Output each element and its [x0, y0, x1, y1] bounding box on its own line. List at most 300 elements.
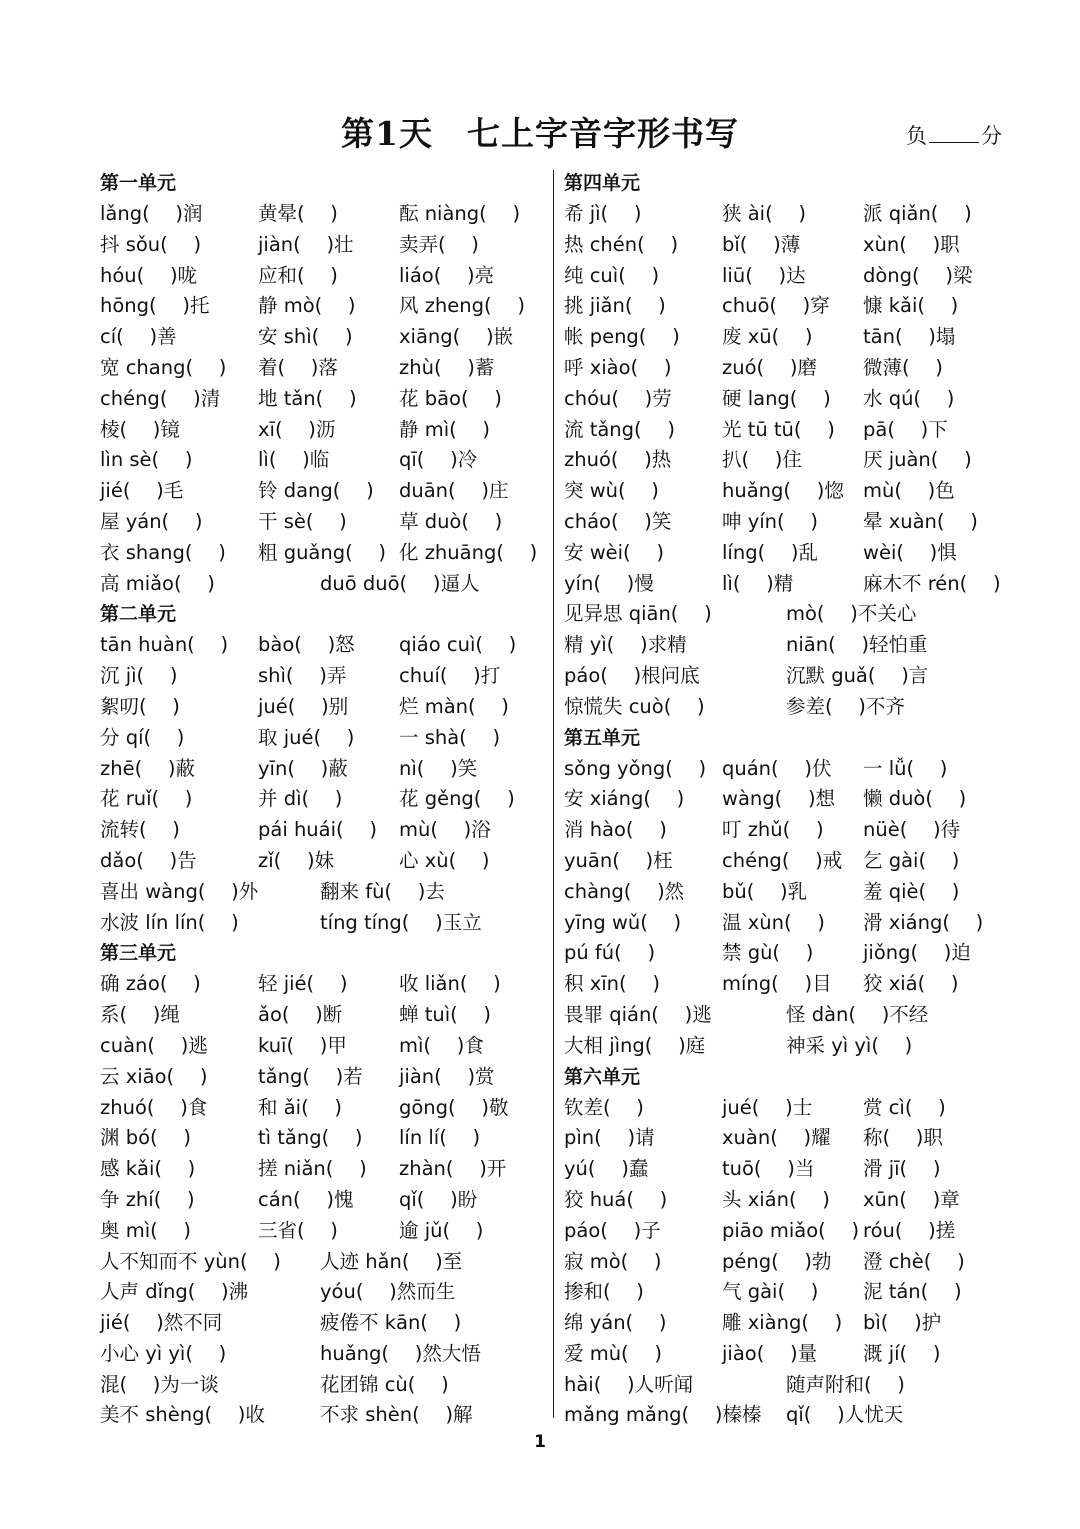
- exercise-item[interactable]: mì( )食: [399, 1033, 484, 1057]
- exercise-item[interactable]: 微薄( ): [863, 355, 943, 379]
- exercise-item[interactable]: 和 ǎi( ): [258, 1095, 342, 1119]
- exercise-item[interactable]: xūn( )章: [863, 1187, 960, 1211]
- exercise-item[interactable]: 系( )绳: [100, 1003, 180, 1027]
- exercise-item[interactable]: 高 miǎo( ): [100, 571, 215, 595]
- exercise-item[interactable]: 怪 dàn( )不经: [786, 1002, 929, 1026]
- exercise-item[interactable]: jiào( )量: [722, 1341, 818, 1365]
- exercise-row: [564, 908, 994, 939]
- exercise-row: [564, 291, 994, 322]
- exercise-item[interactable]: 粗 guǎng( ): [258, 540, 387, 564]
- exercise-item[interactable]: 人不知而不 yùn( ): [100, 1249, 281, 1273]
- exercise-item[interactable]: 钦差( ): [564, 1095, 644, 1119]
- exercise-row: [564, 199, 994, 230]
- exercise-row: [100, 1339, 545, 1370]
- exercise-row: [100, 1154, 545, 1185]
- exercise-item[interactable]: 爱 mù( ): [564, 1341, 662, 1365]
- exercise-row: [564, 1093, 994, 1124]
- exercise-item[interactable]: 狭 ài( ): [722, 202, 806, 225]
- exercise-item[interactable]: jiǒng( )迫: [863, 941, 971, 965]
- exercise-item[interactable]: tān huàn( ): [100, 633, 229, 657]
- exercise-item[interactable]: 头 xián( ): [722, 1187, 830, 1211]
- exercise-item[interactable]: 花 gěng( ): [399, 787, 515, 811]
- score-field: [906, 120, 1002, 150]
- exercise-item[interactable]: 衣 shang( ): [100, 540, 226, 564]
- exercise-item[interactable]: 畏罪 qián( )逃: [564, 1002, 712, 1026]
- exercise-item[interactable]: zhuó( )热: [564, 448, 672, 472]
- exercise-item[interactable]: zhē( )蔽: [100, 756, 196, 780]
- exercise-item[interactable]: jiàn( )壮: [258, 232, 354, 256]
- exercise-row: [564, 261, 994, 292]
- exercise-item[interactable]: xuàn( )耀: [722, 1126, 831, 1150]
- exercise-item[interactable]: bì( )护: [863, 1311, 942, 1335]
- exercise-item[interactable]: 三省( ): [258, 1218, 338, 1242]
- exercise-row: [564, 322, 994, 353]
- exercise-item[interactable]: niān( )轻怕重: [786, 633, 928, 657]
- exercise-row: [100, 1093, 545, 1124]
- exercise-item[interactable]: 流转( ): [100, 818, 180, 842]
- exercise-item[interactable]: 绵 yán( ): [564, 1311, 667, 1335]
- exercise-item[interactable]: 羞 qiè( ): [863, 879, 960, 903]
- exercise-item[interactable]: liū( )达: [722, 263, 806, 287]
- exercise-item[interactable]: tǎng( )若: [258, 1064, 363, 1088]
- exercise-item[interactable]: zhù( )蓄: [399, 355, 495, 379]
- exercise-row: [564, 445, 994, 476]
- exercise-item[interactable]: cuàn( )逃: [100, 1033, 208, 1057]
- exercise-row: [100, 1185, 545, 1216]
- exercise-item[interactable]: lín lí( ): [399, 1126, 481, 1150]
- exercise-item[interactable]: nì( )笑: [399, 756, 478, 780]
- exercise-item[interactable]: duō duō( )逼人: [320, 571, 480, 595]
- exercise-item[interactable]: 混( )为一谈: [100, 1372, 219, 1396]
- exercise-item[interactable]: 风 zheng( ): [399, 294, 525, 318]
- exercise-item[interactable]: zuó( )磨: [722, 355, 817, 379]
- exercise-item[interactable]: shì( )弄: [258, 664, 347, 688]
- exercise-item[interactable]: 安 shì( ): [258, 325, 353, 349]
- score-suffix: 分: [981, 124, 1002, 148]
- exercise-item[interactable]: 沉默 guǎ( )言: [786, 663, 929, 687]
- exercise-item[interactable]: yín( )慢: [564, 571, 654, 595]
- unit-heading: 第三单元: [100, 942, 177, 965]
- exercise-item[interactable]: hóu( )咙: [100, 263, 198, 287]
- exercise-item[interactable]: 见异思 qiān( ): [564, 602, 712, 626]
- exercise-item[interactable]: yóu( )然而生: [320, 1280, 456, 1304]
- exercise-item[interactable]: 突 wù( ): [564, 479, 659, 503]
- exercise-item[interactable]: 收 liǎn( ): [399, 972, 501, 996]
- column-divider: [553, 170, 554, 1418]
- exercise-item[interactable]: 惊慌失 cuò( ): [564, 694, 705, 718]
- exercise-item[interactable]: 静 mì( ): [399, 417, 491, 441]
- exercise-item[interactable]: 卖弄( ): [399, 232, 479, 256]
- exercise-row: [564, 1185, 994, 1216]
- exercise-item[interactable]: yīng wǔ( ): [564, 910, 682, 934]
- exercise-item[interactable]: 精 yì( )求精: [564, 633, 687, 657]
- unit-heading: 第六单元: [564, 1065, 641, 1088]
- exercise-row: [100, 569, 545, 600]
- exercise-item[interactable]: 呼 xiào( ): [564, 355, 672, 379]
- exercise-row: [564, 1216, 994, 1247]
- exercise-item[interactable]: 宽 chang( ): [100, 355, 227, 379]
- exercise-item[interactable]: chuō( )穿: [722, 294, 830, 318]
- exercise-row: [564, 569, 1001, 600]
- exercise-item[interactable]: 流 tǎng( ): [564, 417, 675, 441]
- exercise-item[interactable]: róu( )搓: [863, 1218, 956, 1242]
- exercise-item[interactable]: qǐ( )人忧天: [786, 1403, 904, 1427]
- exercise-item[interactable]: 寂 mò( ): [564, 1249, 662, 1273]
- exercise-item[interactable]: 安 xiáng( ): [564, 787, 685, 811]
- exercise-row: [564, 599, 994, 630]
- exercise-item[interactable]: 光 tū tū( ): [722, 417, 835, 441]
- exercise-item[interactable]: wàng( )想: [722, 787, 836, 811]
- exercise-item[interactable]: 扒( )住: [722, 448, 802, 472]
- exercise-item[interactable]: xiāng( )嵌: [399, 325, 514, 349]
- exercise-row: [100, 815, 545, 846]
- exercise-item[interactable]: 称( )职: [863, 1126, 943, 1150]
- exercise-item[interactable]: 取 jué( ): [258, 725, 355, 749]
- exercise-item[interactable]: liáo( )亮: [399, 263, 495, 287]
- exercise-item[interactable]: xùn( )职: [863, 232, 960, 256]
- exercise-row: [100, 384, 545, 415]
- exercise-item[interactable]: hài( )人听闻: [564, 1372, 694, 1396]
- exercise-item[interactable]: 温 xùn( ): [722, 910, 825, 934]
- exercise-item[interactable]: 消 hào( ): [564, 818, 667, 842]
- exercise-row: [564, 630, 994, 661]
- exercise-item[interactable]: 禁 gù( ): [722, 941, 814, 965]
- exercise-item[interactable]: 人声 dǐng( )沸: [100, 1280, 249, 1304]
- page-number: 1: [534, 1432, 546, 1452]
- exercise-item[interactable]: 地 tǎn( ): [258, 386, 357, 410]
- exercise-item[interactable]: 滑 xiáng( ): [863, 910, 984, 934]
- exercise-item[interactable]: pú fú( ): [564, 941, 656, 965]
- exercise-row: [564, 230, 994, 261]
- exercise-item[interactable]: 花团锦 cù( ): [320, 1372, 449, 1396]
- exercise-item[interactable]: 人迹 hǎn( )至: [320, 1249, 463, 1273]
- exercise-item[interactable]: 叮 zhǔ( ): [722, 818, 824, 842]
- exercise-item[interactable]: 絮叨( ): [100, 694, 180, 718]
- exercise-item[interactable]: páo( )根问底: [564, 663, 700, 687]
- exercise-item[interactable]: kuī( )甲: [258, 1033, 347, 1057]
- exercise-item[interactable]: tuō( )当: [722, 1157, 815, 1181]
- exercise-item[interactable]: duān( )庄: [399, 479, 509, 503]
- exercise-row: [100, 261, 545, 292]
- exercise-item[interactable]: 云 xiāo( ): [100, 1064, 208, 1088]
- exercise-row: [100, 661, 545, 692]
- exercise-item[interactable]: zǐ( )妹: [258, 848, 335, 872]
- exercise-row: [100, 630, 545, 661]
- exercise-row: [100, 1277, 545, 1308]
- exercise-item[interactable]: bǔ( )乳: [722, 879, 808, 903]
- exercise-item[interactable]: lì( )精: [722, 571, 794, 595]
- exercise-row: [100, 1308, 545, 1339]
- exercise-row: [100, 1400, 545, 1431]
- exercise-item[interactable]: 花 ruǐ( ): [100, 787, 193, 811]
- exercise-row: [100, 291, 545, 322]
- exercise-item[interactable]: cí( )善: [100, 325, 177, 349]
- exercise-row: [564, 1000, 994, 1031]
- exercise-item[interactable]: dòng( )梁: [863, 263, 973, 287]
- exercise-item[interactable]: lì( )临: [258, 448, 330, 472]
- exercise-item[interactable]: xī( )沥: [258, 417, 336, 441]
- exercise-row: [564, 1400, 994, 1431]
- exercise-item[interactable]: 澄 chè( ): [863, 1249, 965, 1273]
- exercise-item[interactable]: pā( )下: [863, 417, 948, 441]
- exercise-row: [100, 199, 545, 230]
- exercise-row: [564, 415, 994, 446]
- exercise-row: [100, 1123, 545, 1154]
- exercise-item[interactable]: 酝 niàng( ): [399, 202, 521, 225]
- exercise-item[interactable]: 黄晕( ): [258, 202, 338, 225]
- exercise-row: [100, 1370, 545, 1401]
- exercise-item[interactable]: líng( )乱: [722, 540, 818, 564]
- exercise-row: [100, 322, 545, 353]
- unit-heading: 第二单元: [100, 603, 177, 626]
- exercise-item[interactable]: dǎo( )告: [100, 848, 197, 872]
- exercise-item[interactable]: 分 qí( ): [100, 725, 185, 749]
- exercise-item[interactable]: 雕 xiàng( ): [722, 1311, 843, 1335]
- exercise-row: [564, 938, 994, 969]
- exercise-item[interactable]: 美不 shèng( )收: [100, 1403, 265, 1427]
- exercise-row: [100, 969, 545, 1000]
- exercise-item[interactable]: tān( )塌: [863, 325, 956, 349]
- exercise-row: [100, 754, 545, 785]
- exercise-item[interactable]: 屋 yán( ): [100, 509, 203, 533]
- exercise-row: [100, 846, 545, 877]
- exercise-row: [100, 692, 545, 723]
- exercise-row: [564, 384, 994, 415]
- exercise-item[interactable]: 静 mò( ): [258, 294, 356, 318]
- exercise-item[interactable]: hōng( )托: [100, 294, 210, 318]
- exercise-item[interactable]: 随声附和( ): [786, 1372, 905, 1396]
- exercise-item[interactable]: tíng tíng( )玉立: [320, 910, 482, 934]
- exercise-row: [100, 538, 545, 569]
- exercise-item[interactable]: yīn( )蔽: [258, 756, 348, 780]
- exercise-item[interactable]: 抖 sǒu( ): [100, 232, 202, 256]
- exercise-row: [100, 723, 545, 754]
- exercise-item[interactable]: 呻 yín( ): [722, 509, 818, 533]
- exercise-item[interactable]: mò( )不关心: [786, 602, 917, 626]
- exercise-item[interactable]: pìn( )请: [564, 1126, 655, 1150]
- exercise-item[interactable]: jié( )然不同: [100, 1311, 223, 1335]
- exercise-item[interactable]: 慷 kǎi( ): [863, 294, 959, 318]
- exercise-item[interactable]: yuān( )枉: [564, 848, 673, 872]
- exercise-row: [564, 1247, 994, 1278]
- exercise-item[interactable]: 心 xù( ): [399, 848, 490, 872]
- exercise-item[interactable]: 干 sè( ): [258, 509, 347, 533]
- exercise-item[interactable]: piāo miǎo( ): [722, 1218, 860, 1242]
- exercise-row: [564, 784, 994, 815]
- exercise-row: [564, 877, 994, 908]
- exercise-item[interactable]: 帐 peng( ): [564, 325, 680, 349]
- exercise-item[interactable]: 一 shà( ): [399, 725, 501, 749]
- exercise-item[interactable]: yú( )蠢: [564, 1157, 649, 1181]
- exercise-item[interactable]: páo( )子: [564, 1218, 661, 1242]
- exercise-item[interactable]: 棱( )镜: [100, 417, 180, 441]
- exercise-item[interactable]: 水波 lín lín( ): [100, 910, 239, 934]
- exercise-item[interactable]: chéng( )戒: [722, 848, 843, 872]
- exercise-row: [564, 846, 994, 877]
- unit-heading: 第一单元: [100, 172, 177, 194]
- exercise-item[interactable]: 厌 juàn( ): [863, 448, 972, 472]
- exercise-item[interactable]: míng( )目: [722, 972, 832, 996]
- exercise-row: [100, 784, 545, 815]
- exercise-item[interactable]: 并 dì( ): [258, 787, 343, 811]
- exercise-item[interactable]: 轻 jié( ): [258, 972, 348, 996]
- exercise-item[interactable]: quán( )伏: [722, 756, 832, 780]
- exercise-row: [564, 1123, 994, 1154]
- exercise-item[interactable]: 搓 niǎn( ): [258, 1157, 367, 1181]
- exercise-item[interactable]: sǒng yǒng( ): [564, 756, 707, 780]
- exercise-item[interactable]: 花 bāo( ): [399, 386, 502, 410]
- exercise-item[interactable]: gōng( )敬: [399, 1095, 509, 1119]
- exercise-row: [564, 815, 994, 846]
- exercise-item[interactable]: 废 xū( ): [722, 325, 813, 349]
- exercise-item[interactable]: nüè( )待: [863, 818, 961, 842]
- exercise-row: [100, 230, 545, 261]
- exercise-item[interactable]: 泥 tán( ): [863, 1280, 962, 1304]
- exercise-item[interactable]: tì tǎng( ): [258, 1126, 363, 1150]
- exercise-item[interactable]: 化 zhuāng( ): [399, 540, 538, 564]
- exercise-row: [100, 507, 545, 538]
- exercise-item[interactable]: chéng( )清: [100, 386, 221, 410]
- exercise-item[interactable]: 气 gài( ): [722, 1280, 819, 1304]
- exercise-item[interactable]: 热 chén( ): [564, 232, 679, 256]
- exercise-item[interactable]: 小心 yì yì( ): [100, 1341, 227, 1365]
- exercise-item[interactable]: 沉 jì( ): [100, 664, 178, 688]
- exercise-item[interactable]: 派 qiǎn( ): [863, 202, 972, 225]
- exercise-item[interactable]: 一 lǚ( ): [863, 756, 948, 780]
- left-column: [100, 168, 545, 1431]
- exercise-item[interactable]: jué( )士: [722, 1095, 813, 1119]
- exercise-item[interactable]: 参差( )不齐: [786, 694, 905, 718]
- exercise-row: [564, 969, 994, 1000]
- exercise-item[interactable]: zhuó( )食: [100, 1095, 208, 1119]
- exercise-item[interactable]: pái huái( ): [258, 818, 377, 842]
- exercise-item[interactable]: 掺和( ): [564, 1280, 644, 1304]
- exercise-row: [100, 877, 545, 908]
- exercise-item[interactable]: 神采 yì yì( ): [786, 1033, 913, 1057]
- exercise-row: [100, 1000, 545, 1031]
- exercise-item[interactable]: chóu( )劳: [564, 386, 672, 410]
- exercise-item[interactable]: 希 jì( ): [564, 202, 642, 225]
- exercise-row: [100, 1247, 545, 1278]
- exercise-item[interactable]: 确 záo( ): [100, 972, 201, 996]
- exercise-item[interactable]: 草 duò( ): [399, 509, 503, 533]
- exercise-item[interactable]: 渊 bó( ): [100, 1126, 191, 1150]
- exercise-item[interactable]: lìn sè( ): [100, 448, 193, 472]
- right-column: [564, 168, 1001, 1431]
- exercise-item[interactable]: 乞 gài( ): [863, 848, 960, 872]
- exercise-row: [100, 908, 545, 939]
- exercise-item[interactable]: bǐ( )薄: [722, 232, 801, 256]
- exercise-item[interactable]: 硬 lang( ): [722, 386, 831, 410]
- exercise-row: [100, 1031, 545, 1062]
- exercise-row: [564, 1277, 994, 1308]
- exercise-item[interactable]: chàng( )然: [564, 879, 685, 903]
- exercise-item[interactable]: 不求 shèn( )解: [320, 1403, 473, 1427]
- score-prefix: 负: [906, 124, 927, 148]
- exercise-row: [564, 353, 994, 384]
- exercise-item[interactable]: ǎo( )断: [258, 1003, 343, 1027]
- exercise-item[interactable]: 赏 cì( ): [863, 1095, 946, 1119]
- exercise-row: [564, 1308, 994, 1339]
- exercise-item[interactable]: huǎng( )惚: [722, 479, 844, 503]
- exercise-row: [564, 1339, 994, 1370]
- exercise-row: [564, 692, 994, 723]
- exercise-row: [100, 1062, 545, 1093]
- exercise-item[interactable]: 喜出 wàng( )外: [100, 879, 259, 903]
- exercise-item[interactable]: mù( )浴: [399, 818, 491, 842]
- exercise-item[interactable]: 麻木不 rén( ): [863, 571, 1001, 595]
- exercise-item[interactable]: 积 xīn( ): [564, 972, 660, 996]
- exercise-item[interactable]: 狡 xiá( ): [863, 972, 959, 996]
- exercise-item[interactable]: 应和( ): [258, 263, 338, 287]
- exercise-item[interactable]: 水 qú( ): [863, 386, 955, 410]
- exercise-item[interactable]: 争 zhí( ): [100, 1187, 195, 1211]
- exercise-item[interactable]: wèi( )惧: [863, 540, 957, 564]
- exercise-row: [100, 415, 545, 446]
- exercise-row: [564, 754, 994, 785]
- exercise-item[interactable]: 翻来 fù( )去: [320, 879, 445, 903]
- exercise-item[interactable]: jiàn( )赏: [399, 1064, 495, 1088]
- exercise-item[interactable]: huǎng( )然大悟: [320, 1341, 481, 1365]
- exercise-item[interactable]: 大相 jìng( )庭: [564, 1033, 706, 1057]
- day-label: 第1天: [341, 114, 433, 153]
- exercise-item[interactable]: jué( )别: [258, 694, 349, 718]
- exercise-row: [100, 445, 545, 476]
- exercise-item[interactable]: lǎng( )润: [100, 202, 203, 225]
- exercise-row: [564, 1154, 994, 1185]
- exercise-item[interactable]: 烂 màn( ): [399, 694, 509, 718]
- exercise-item[interactable]: 感 kǎi( ): [100, 1157, 196, 1181]
- exercise-row: [564, 1370, 994, 1401]
- exercise-item[interactable]: mǎng mǎng( )榛榛: [564, 1403, 762, 1427]
- exercise-item[interactable]: 溉 jí( ): [863, 1341, 941, 1365]
- exercise-row: [564, 507, 994, 538]
- exercise-item[interactable]: 安 wèi( ): [564, 540, 664, 564]
- exercise-item[interactable]: zhàn( )开: [399, 1157, 507, 1181]
- exercise-item[interactable]: 奥 mì( ): [100, 1218, 192, 1242]
- exercise-item[interactable]: péng( )勃: [722, 1249, 832, 1273]
- exercise-row: [564, 661, 994, 692]
- exercise-item[interactable]: qiáo cuì( ): [399, 633, 517, 657]
- exercise-item[interactable]: 逾 jǔ( ): [399, 1218, 484, 1242]
- exercise-item[interactable]: mù( )色: [863, 479, 955, 503]
- score-blank[interactable]: [929, 142, 979, 143]
- exercise-item[interactable]: cán( )愧: [258, 1187, 354, 1211]
- exercise-item[interactable]: 着( )落: [258, 355, 338, 379]
- unit-heading: 第五单元: [564, 726, 641, 749]
- exercise-item[interactable]: qǐ( )盼: [399, 1187, 478, 1211]
- exercise-item[interactable]: 滑 jī( ): [863, 1157, 941, 1181]
- exercise-item[interactable]: 挑 jiǎn( ): [564, 294, 666, 318]
- exercise-row: [564, 538, 994, 569]
- exercise-item[interactable]: chuí( )打: [399, 664, 501, 688]
- exercise-row: [100, 353, 545, 384]
- title-text: 七上字音字形书写: [466, 114, 739, 153]
- exercise-item[interactable]: 疲倦不 kān( ): [320, 1311, 462, 1335]
- exercise-item[interactable]: cháo( )笑: [564, 509, 672, 533]
- exercise-item[interactable]: bào( )怒: [258, 633, 355, 657]
- unit-heading: 第四单元: [564, 172, 641, 194]
- exercise-item[interactable]: 铃 dang( ): [258, 479, 374, 503]
- exercise-item[interactable]: 晕 xuàn( ): [863, 509, 978, 533]
- exercise-item[interactable]: 纯 cuì( ): [564, 263, 660, 287]
- exercise-item[interactable]: 狡 huá( ): [564, 1187, 668, 1211]
- exercise-item[interactable]: qī( )冷: [399, 448, 478, 472]
- exercise-row: [100, 476, 545, 507]
- exercise-item[interactable]: 蝉 tuì( ): [399, 1003, 492, 1027]
- exercise-item[interactable]: jié( )毛: [100, 479, 184, 503]
- exercise-item[interactable]: 懒 duò( ): [863, 787, 967, 811]
